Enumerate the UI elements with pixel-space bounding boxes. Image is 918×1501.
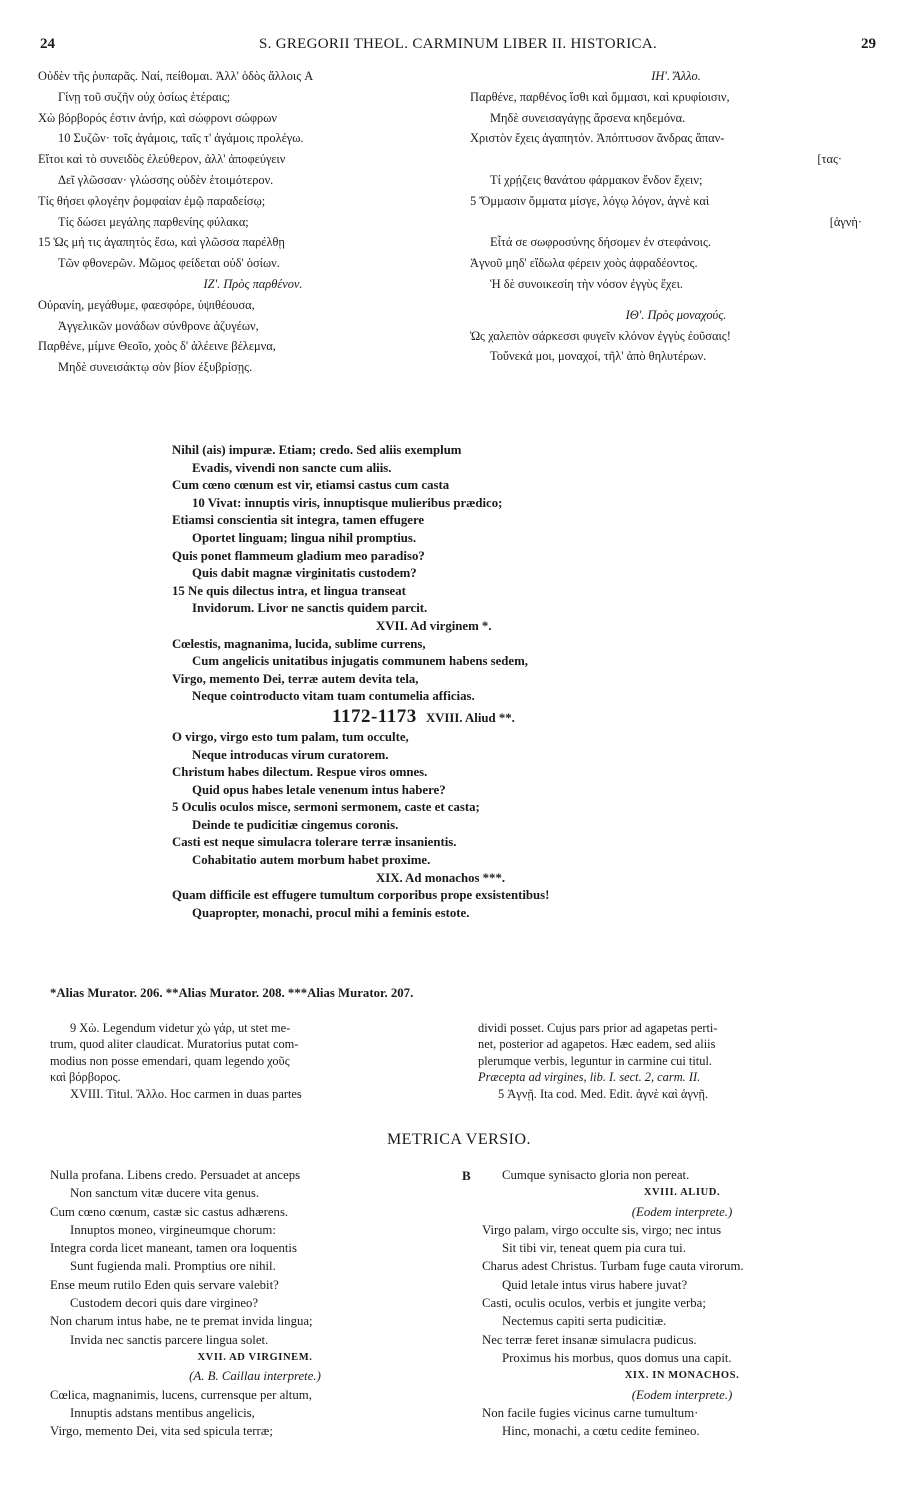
poem-title: ΙΗ'. Ἄλλο. <box>651 69 701 83</box>
latin-translation <box>172 442 732 922</box>
note-line: XVIII. Titul. Ἄλλο. Hoc carmen in duas partes <box>70 1086 302 1101</box>
latin-line: Neque cointroducto vitam tuam contumelia afficias. <box>192 689 475 704</box>
latin-line: Etiamsi conscientia sit integra, tamen effugere <box>172 513 425 528</box>
note-line: dividi posset. Cujus pars prior ad agapetas perti- <box>478 1021 718 1035</box>
greek-column-left <box>38 66 468 378</box>
verse-line: Hinc, monachi, a cœtu cedite femineo. <box>502 1424 700 1439</box>
page-number-right: 29 <box>861 36 876 52</box>
latin-line: Nihil (ais) impuræ. Etiam; credo. Sed aliis exemplum <box>172 443 462 457</box>
verse-line: Cum cœno cœnum, castæ sic castus adhærens. <box>50 1204 289 1219</box>
greek-line: Τί χρῄζεις θανάτου φάρμακον ἔνδον ἔχειν; <box>490 172 703 187</box>
interpreter-note: (Eodem interprete.) <box>631 1387 733 1402</box>
greek-line: Ὡς χαλεπὸν σάρκεσσι φυγεῖν κλόνον ἐγγὺς ἐοῦσαις! <box>470 328 731 343</box>
interpreter-note: (A. B. Caillau interprete.) <box>189 1369 321 1384</box>
greek-line: Τίς δώσει μεγάλης παρθενίης φύλακα; <box>58 214 249 229</box>
greek-line: [ἁγνὴ· <box>829 214 862 229</box>
latin-line: Quapropter, monachi, procul mihi a feminis estote. <box>192 905 470 920</box>
latin-line: Christum habes dilectum. Respue viros omnes. <box>172 765 428 780</box>
verse-line: Innuptis adstans mentibus angelicis, <box>70 1405 255 1420</box>
column-title-row <box>172 706 732 729</box>
latin-line: Quam difficile est effugere tumultum corporibus prope exsistentibus! <box>172 888 550 903</box>
verse-line: Sunt fugienda mali. Promptius ore nihil. <box>70 1259 276 1274</box>
note-line: plerumque verbis, leguntur in carmine cui titul. <box>478 1053 712 1068</box>
note-line: Præcepta ad virgines, lib. I. sect. 2, carm. II. <box>478 1070 701 1085</box>
poem-title: XIX. IN MONACHOS. <box>624 1370 740 1382</box>
latin-line: 5 Oculis oculos misce, sermoni sermonem, caste et casta; <box>172 800 480 815</box>
greek-line: Μηδὲ συνεισαγάγῃς ἄρσενα κηδεμόνα. <box>490 110 686 125</box>
verse-line: Integra corda licet maneant, tamen ora loquentis <box>50 1241 297 1256</box>
verse-line: Ense meum rutilo Eden quis servare valebit? <box>50 1277 279 1292</box>
greek-line: Χριστὸν ἔχεις ἀγαπητόν. Ἀπόπτυσον ἄνδρας ἅπαν- <box>470 131 725 146</box>
greek-line: Οὐδὲν τῆς ῥυπαρᾶς. Ναί, πείθομαι. Ἀλλ' ὁδὸς ἄλλοις A <box>38 69 314 83</box>
note-line: trum, quod aliter claudicat. Muratorius putat com- <box>50 1037 299 1052</box>
verse-line: Quid letale intus virus habere juvat? <box>502 1277 688 1292</box>
latin-line: Quis dabit magnæ virginitatis custodem? <box>192 566 417 581</box>
verse-line: Virgo palam, virgo occulte sis, virgo; nec intus <box>482 1222 722 1237</box>
verse-line: Cumque synisacto gloria non pereat. <box>502 1168 690 1182</box>
interpreter-note: (Eodem interprete.) <box>631 1204 733 1219</box>
poem-title: XVII. AD VIRGINEM. <box>197 1351 313 1363</box>
verse-line: Nulla profana. Libens credo. Persuadet at anceps <box>50 1168 301 1182</box>
page-number-left: 24 <box>40 36 55 52</box>
metrica-right <box>482 1166 882 1440</box>
verse-line: Innuptos moneo, virgineumque chorum: <box>70 1222 276 1237</box>
greek-line: Χὼ βόρβορός ἐστιν ἀνήρ, καὶ σώφρονι σώφρων <box>38 110 277 125</box>
greek-column-right <box>470 66 882 367</box>
margin-letter: B <box>462 1168 471 1183</box>
poem-title: XVIII. ALIUD. <box>643 1187 721 1199</box>
latin-line: Virgo, memento Dei, terræ autem devita tela, <box>172 671 419 686</box>
running-title: S. GREGORII THEOL. CARMINUM LIBER II. HISTORICA. <box>258 36 657 52</box>
verse-line: Virgo, memento Dei, vita sed spicula terræ; <box>50 1424 273 1439</box>
greek-line: Παρθένε, μίμνε Θεοῖο, χοὸς δ' ἀλέεινε βέλεμνα, <box>38 339 276 354</box>
greek-line: 10 Συζῶν· τοῖς ἀγάμοις, ταῖς τ' ἀγάμοις προλέγω. <box>58 131 304 146</box>
latin-line: Quis ponet flammeum gladium meo paradiso? <box>172 548 425 563</box>
verse-line: Nec terræ feret insanæ simulacra pudicus. <box>482 1332 697 1347</box>
column-numbers: 1172-1173 <box>332 705 417 727</box>
metrica-left <box>50 1166 460 1440</box>
notes-right <box>478 1020 878 1102</box>
latin-line: Deinde te pudicitiæ cingemus coronis. <box>192 817 399 832</box>
running-header <box>40 36 876 58</box>
latin-line: O virgo, virgo esto tum palam, tum occulte, <box>172 729 409 744</box>
notes-left <box>50 1020 460 1102</box>
note-line: 5 Ἁγνῇ. Ita cod. Med. Edit. ἁγνὲ καὶ ἁγνῇ. <box>498 1086 709 1101</box>
greek-line: Γίνῃ τοῦ συζῆν οὐχ ὁσίως ἑτέραις; <box>58 89 231 104</box>
latin-line: Oportet linguam; lingua nihil promptius. <box>192 530 417 545</box>
section-title: METRICA VERSIO. <box>386 1131 532 1148</box>
poem-title: XVIII. Aliud **. <box>425 710 515 725</box>
greek-line: Εἶτά σε σωφροσύνης δήσομεν ἐν στεφάνοις. <box>490 235 711 250</box>
poem-title: XIX. Ad monachos ***. <box>376 870 506 885</box>
greek-line: Ἀγγελικῶν μονάδων σύνθρονε ἀζυγέων, <box>58 318 259 333</box>
greek-line: Ἡ δὲ συνοικεσίη τὴν νόσον ἐγγὺς ἔχει. <box>490 276 684 291</box>
verse-line: Cœlica, magnanimis, lucens, currensque per altum, <box>50 1387 312 1402</box>
footnotes: *Alias Murator. 206. **Alias Murator. 208. ***Alias Murator. 207. <box>50 986 414 1000</box>
greek-line: [τας· <box>817 152 842 167</box>
verse-line: Invida nec sanctis parcere lingua solet. <box>70 1332 269 1347</box>
greek-line: 5 Ὄμμασιν ὄμματα μίσγε, λόγῳ λόγον, ἁγνὲ καὶ <box>470 193 710 208</box>
poem-title: ΙΘ'. Πρὸς μοναχούς. <box>625 307 727 322</box>
latin-line: Quid opus habes letale venenum intus habere? <box>192 782 446 797</box>
latin-line: Cœlestis, magnanima, lucida, sublime currens, <box>172 636 426 651</box>
greek-line: Τοὔνεκά μοι, μοναχοί, τῆλ' ἀπὸ θηλυτέρων. <box>490 349 707 364</box>
latin-line: Cum cœno cœnum est vir, etiamsi castus cum casta <box>172 478 450 493</box>
latin-line: 15 Ne quis dilectus intra, et lingua transeat <box>172 583 406 598</box>
latin-line: Evadis, vivendi non sancte cum aliis. <box>192 460 392 475</box>
latin-line: Cum angelicis unitatibus injugatis communem habens sedem, <box>192 654 528 669</box>
latin-line: Casti est neque simulacra tolerare terræ insanientis. <box>172 835 457 850</box>
verse-line: Sit tibi vir, teneat quem pia cura tui. <box>502 1241 686 1256</box>
verse-line: Casti, oculis oculos, verbis et jungite verba; <box>482 1296 706 1311</box>
greek-line: Δεῖ γλῶσσαν· γλώσσης οὐδὲν ἑτοιμότερον. <box>58 172 274 187</box>
greek-line: Μηδὲ συνεισάκτῳ σὸν βίον ἐξυβρίσῃς. <box>58 360 253 375</box>
latin-line: Neque introducas virum curatorem. <box>192 747 389 762</box>
latin-line: 10 Vivat: innuptis viris, innuptisque mulieribus prædico; <box>192 495 503 510</box>
verse-line: Proximus his morbus, quos domus una capit. <box>502 1350 732 1365</box>
greek-line: Τῶν φθονερῶν. Μῶμος φείδεται οὐδ' ὁσίων. <box>58 256 280 271</box>
poem-title: XVII. Ad virginem *. <box>376 618 492 633</box>
greek-line: Εἴτοι καὶ τὸ συνειδὸς ἐλεύθερον, ἀλλ' ἀποφεύγειν <box>38 152 286 167</box>
greek-line: Οὐρανίη, μεγάθυμε, φαεσφόρε, ὑψιθέουσα, <box>38 297 255 312</box>
verse-line: Non sanctum vitæ ducere vita genus. <box>70 1186 260 1201</box>
verse-line: Nectemus capiti serta pudicitiæ. <box>502 1314 667 1329</box>
latin-line: Cohabitatio autem morbum habet proxime. <box>192 853 431 868</box>
verse-line: Charus adest Christus. Turbam fuge cauta virorum. <box>482 1259 744 1274</box>
poem-title: ΙΖ'. Πρὸς παρθένον. <box>203 276 303 291</box>
note-line: net, posterior ad agapetos. Hæc eadem, sed aliis <box>478 1037 716 1052</box>
note-line: modius non posse emendari, quam legendo χοῦς <box>50 1053 290 1068</box>
verse-line: Non charum intus habe, ne te premat invida lingua; <box>50 1314 313 1329</box>
latin-line: Invidorum. Livor ne sanctis quidem parcit. <box>192 601 428 616</box>
note-line: 9 Χὼ. Legendum videtur χὼ γάρ, ut stet me- <box>70 1021 291 1035</box>
greek-line: Ἁγνοῦ μηδ' εἴδωλα φέρειν χοὸς ἀφραδέοντος. <box>470 256 698 271</box>
greek-line: 15 Ὡς μή τις ἀγαπητὸς ἔσω, καὶ γλῶσσα παρέλθῃ <box>38 235 285 250</box>
verse-line: Custodem decori quis dare virgineo? <box>70 1296 259 1311</box>
greek-line: Τίς θήσει φλογέην ῥομφαίαν ἐμῷ παραδείσῳ; <box>38 193 266 208</box>
verse-line: Non facile fugies vicinus carne tumultum· <box>482 1405 699 1420</box>
note-line: καὶ βόρβορος. <box>50 1070 121 1085</box>
greek-line: Παρθένε, παρθένος ἴσθι καὶ ὄμμασι, καὶ κρυφίοισιν, <box>470 89 730 104</box>
